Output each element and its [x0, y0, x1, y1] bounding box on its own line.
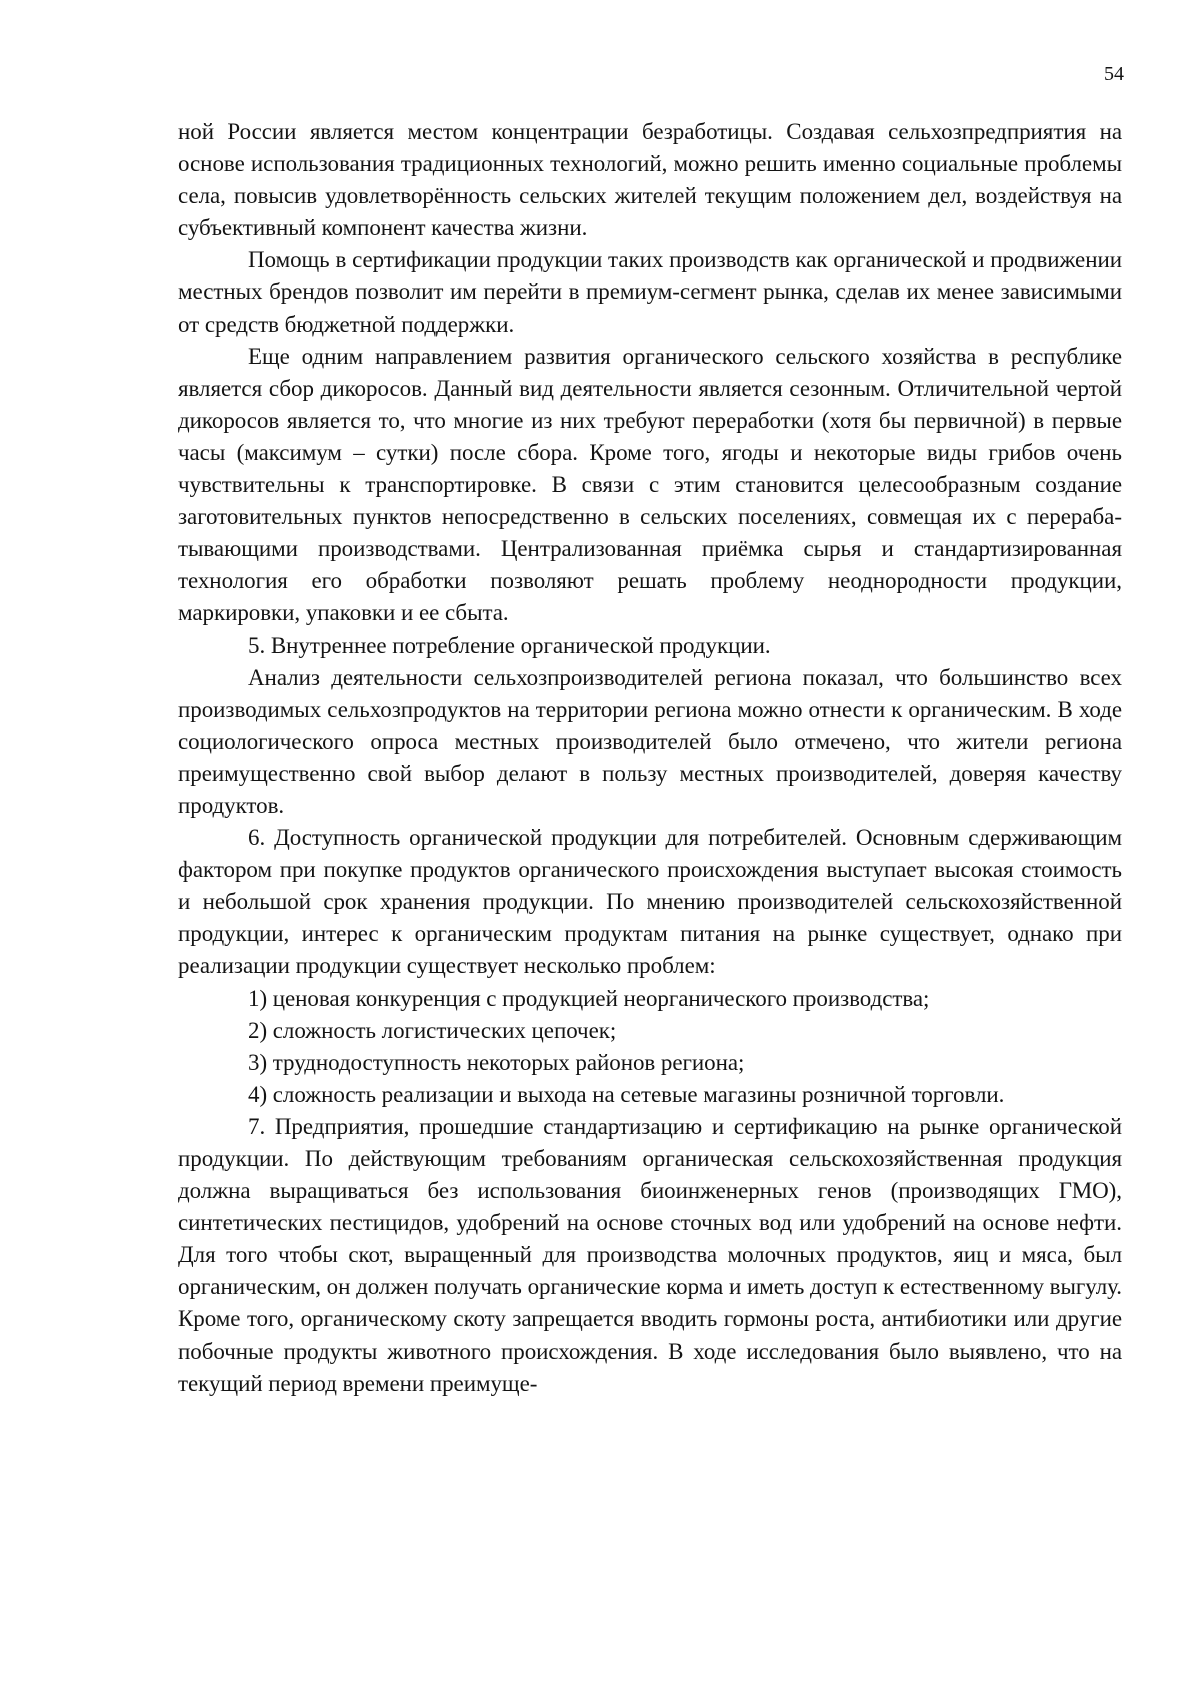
list-item: 3) труднодоступность некоторых районов региона; [248, 1049, 745, 1075]
paragraph: 6. Доступность органической продукции для потребителей. Основным сдерживающим фактором при покупке продуктов органического происхождения выступает высокая стоимость и небольшой срок хранения продукции. По мнению производителей сельскохозяйственной продукции, интерес к органическим продуктам питания на рынке существует, однако при реализации продукции существует несколько проблем: [178, 825, 1122, 979]
document-body [178, 116, 1122, 1400]
paragraph: ной России является местом концентрации безработицы. Создавая сельхозпредприятия на основе использования традиционных технологий, можно решить именно социальные проблемы села, повысив удовлетворённость сельских жителей текущим положением дел, воздействуя на субъективный компонент качества жизни. [178, 119, 1122, 241]
page-number: 54 [1104, 63, 1124, 85]
list-item: 2) сложность логистических цепочек; [248, 1017, 617, 1043]
section-heading: 5. Внутреннее потребление органической продукции. [248, 632, 771, 658]
list-item: 1) ценовая конкуренция с продукцией неорганического производства; [248, 985, 930, 1011]
paragraph: Анализ деятельности сельхозпроизводителей региона показал, что большинство всех производимых сельхозпродуктов на территории региона можно отнести к органическим. В ходе социологического опроса местных производителей было отмечено, что жители региона преимущественно свой выбор делают в пользу местных производителей, доверяя качеству продуктов. [178, 664, 1122, 818]
paragraph: Еще одним направлением развития органического сельского хозяйства в республике является сбор дикоросов. Данный вид деятельности является сезонным. Отличительной чертой дикоросов является то, что многие из них требуют переработки (хотя бы первичной) в первые часы (максимум – сутки) после сбора. Кроме того, ягоды и некоторые виды грибов очень чувствительны к транспортировке. В связи с этим становится целесообразным создание заготовительных пунктов непосредственно в сельских поселениях, совмещая их с перерабатывающими производствами. Централизованная приёмка сырья и стандартизированная технология его обработки позволяют решать проблему неоднородности продукции, маркировки, упаковки и ее сбыта. [178, 343, 1122, 626]
paragraph: Помощь в сертификации продукции таких производств как органической и продвижении местных брендов позволит им перейти в премиум-сегмент рынка, сделав их менее зависимыми от средств бюджетной поддержки. [178, 247, 1122, 337]
paragraph: 7. Предприятия, прошедшие стандартизацию и сертификацию на рынке органической продукции. По действующим требованиям органическая сельскохозяйственная продукция должна выращиваться без использования биоинженерных генов (производящих ГМО), синтетических пестицидов, удобрений на основе сточных вод или удобрений на основе нефти. Для того чтобы скот, выращенный для производства молочных продуктов, яиц и мяса, был органическим, он должен получать органические корма и иметь доступ к естественному выгулу. Кроме того, органическому скоту запрещается вводить гормоны роста, антибиотики или другие побочные продукты животного происхождения. В ходе исследования было выявлено, что на текущий период времени преимуще- [178, 1113, 1122, 1396]
list-item: 4) сложность реализации и выхода на сетевые магазины розничной торговли. [248, 1081, 1005, 1107]
